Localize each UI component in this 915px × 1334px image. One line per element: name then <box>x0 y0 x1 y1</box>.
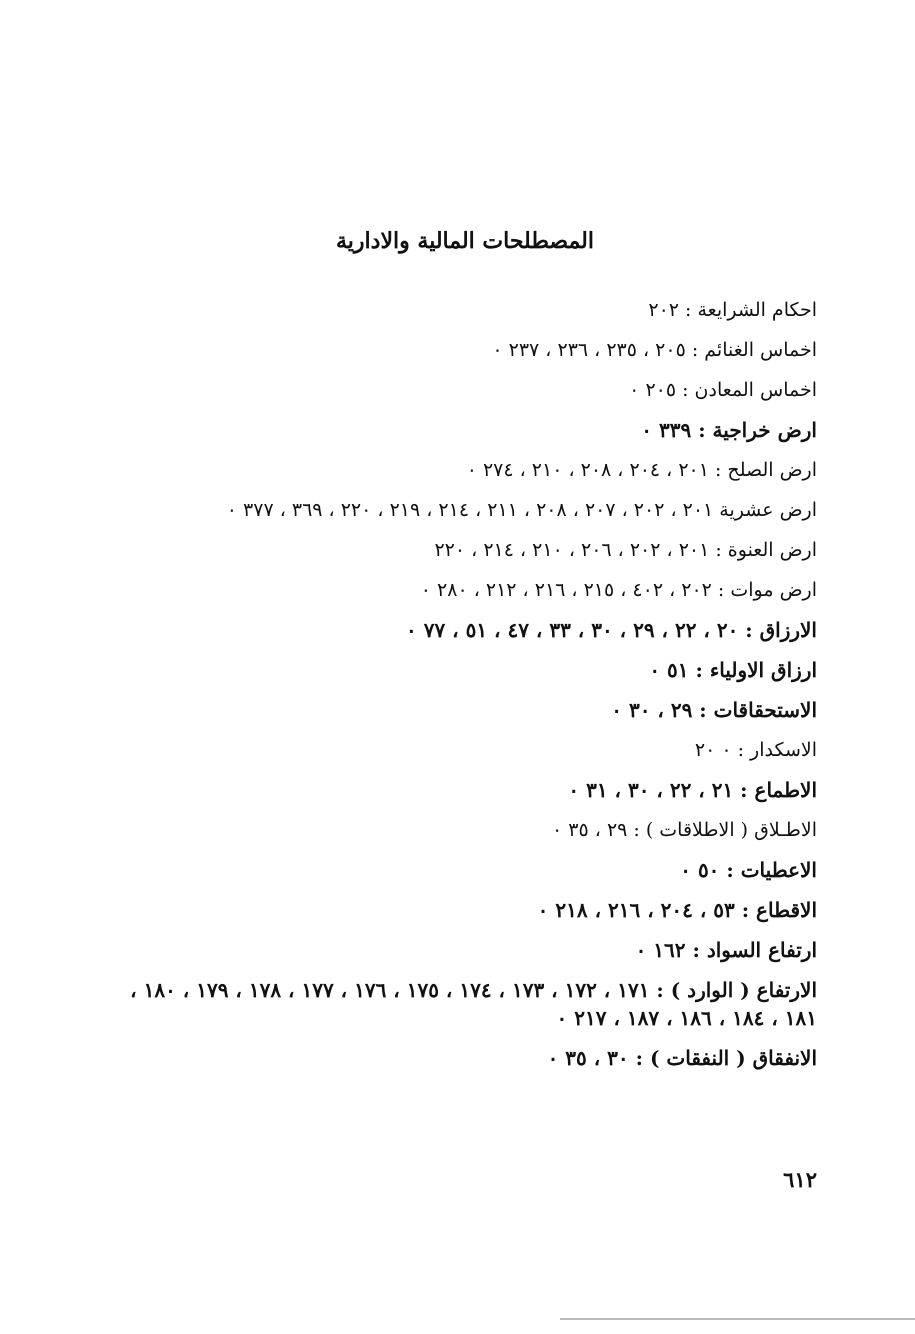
page-title: المصطلحات المالية والادارية <box>336 228 594 254</box>
index-entry: الاعطيات : ٥٠ ٠ <box>680 858 817 882</box>
index-entry: ارض الصلح : ٢٠١ ، ٢٠٤ ، ٢٠٨ ، ٢١٠ ، ٢٧٤ ٠ <box>466 459 817 481</box>
index-entry: ارض عشرية ٢٠١ ، ٢٠٢ ، ٢٠٧ ، ٢٠٨ ، ٢١١ ، ٢١٤ ، ٢١٩ ، ٢٢٠ ، ٣٦٩ ، ٣٧٧ ٠ <box>226 499 817 521</box>
index-entry: احكام الشرايعة : ٢٠٢ <box>648 299 817 321</box>
index-entry: الاستحقاقات : ٢٩ ، ٣٠ ٠ <box>611 698 817 722</box>
index-entry: اخماس الغنائم : ٢٠٥ ، ٢٣٥ ، ٢٣٦ ، ٢٣٧ ٠ <box>492 339 817 361</box>
index-entry: الارتفاع ( الوارد ) : ١٧١ ، ١٧٢ ، ١٧٣ ، ١٧٤ ، ١٧٥ ، ١٧٦ ، ١٧٧ ، ١٧٨ ، ١٧٩ ، ١٨٠ ، ١٨١ ، ١٨٤ ، ١٨٦ ، ١٨٧ ، ٢١٧ ٠ <box>130 978 817 1030</box>
index-entry: ارتفاع السواد : ١٦٢ ٠ <box>635 938 817 962</box>
index-entry: الاطماع : ٢١ ، ٢٢ ، ٣٠ ، ٣١ ٠ <box>568 778 817 802</box>
index-entry: الاقطاع : ٥٣ ، ٢٠٤ ، ٢١٦ ، ٢١٨ ٠ <box>537 898 817 922</box>
index-entry: ارزاق الاولياء : ٥١ ٠ <box>649 658 817 682</box>
index-entries <box>107 290 817 1078</box>
index-entry: الانفقاق ( النفقات ) : ٣٠ ، ٣٥ ٠ <box>547 1046 817 1070</box>
index-entry: ارض خراجية : ٣٣٩ ٠ <box>641 418 817 442</box>
index-entry: ارض موات : ٢٠٢ ، ٤٠٢ ، ٢١٥ ، ٢١٦ ، ٢١٢ ، ٢٨٠ ٠ <box>420 579 817 601</box>
page-edge-line <box>560 1318 915 1320</box>
page-number: ٦١٢ <box>783 1167 817 1192</box>
index-entry: الاسكدار : ٠ ٢٠ <box>694 739 817 761</box>
index-entry: ارض العنوة : ٢٠١ ، ٢٠٢ ، ٢٠٦ ، ٢١٠ ، ٢١٤ ، ٢٢٠ <box>434 539 817 561</box>
index-entry: الارزاق : ٢٠ ، ٢٢ ، ٢٩ ، ٣٠ ، ٣٣ ، ٤٧ ، ٥١ ، ٧٧ ٠ <box>406 618 817 642</box>
index-entry: الاطـلاق ( الاطلاقات ) : ٢٩ ، ٣٥ ٠ <box>552 819 817 841</box>
index-entry: اخماس المعادن : ٢٠٥ ٠ <box>629 379 817 401</box>
